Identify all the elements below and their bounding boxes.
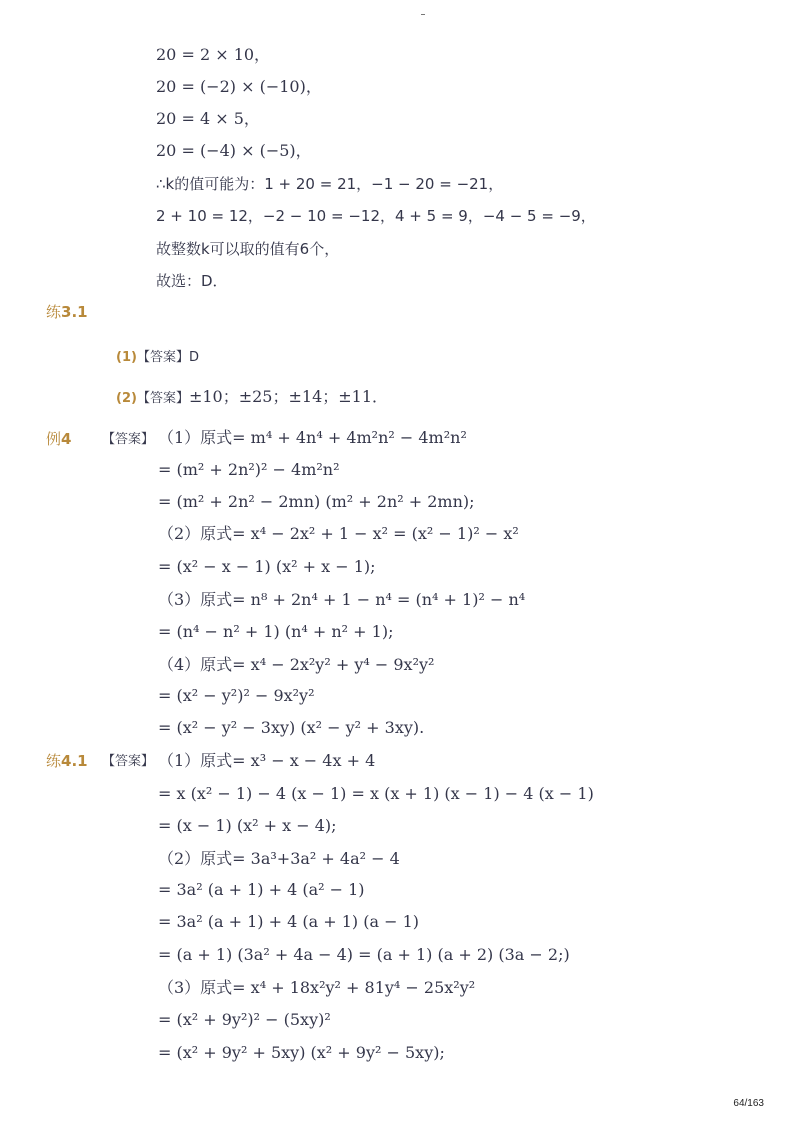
answer-item: (1)【答案】D — [116, 350, 199, 365]
math-line: （1）原式= m⁴ + 4n⁴ + 4m²n² − 4m²n² — [158, 428, 467, 447]
solution-line: 20 = (−2) × (−10)， — [156, 77, 322, 96]
answer-tag: 【答案】 — [102, 754, 155, 769]
math-line: （4）原式= x⁴ − 2x²y² + y⁴ − 9x²y² — [158, 655, 435, 674]
solution-line: 20 = 2 × 10， — [156, 45, 271, 64]
exercise-label-4-1: 练4.1 — [46, 752, 88, 770]
answer-tag: 【答案】 — [102, 432, 155, 447]
solution-line: 20 = (−4) × (−5)， — [156, 141, 312, 160]
solution-line: ∴k的值可能为：1 + 20 = 21，−1 − 20 = −21， — [156, 175, 504, 193]
math-line: （3）原式= n⁸ + 2n⁴ + 1 − n⁴ = (n⁴ + 1)² − n⁴ — [158, 590, 526, 609]
exercise-label-3-1: 练3.1 — [46, 303, 88, 321]
math-line: （2）原式= 3a³+3a² + 4a² − 4 — [158, 849, 400, 868]
answer-item: (2)【答案】±10；±25；±14；±11． — [116, 387, 389, 406]
math-line: = (m² + 2n² − 2mn) (m² + 2n² + 2mn); — [158, 492, 475, 511]
math-line: （3）原式= x⁴ + 18x²y² + 81y⁴ − 25x²y² — [158, 978, 476, 997]
solution-line: 故整数k可以取的值有6个， — [156, 240, 340, 258]
math-line: = (m² + 2n²)² − 4m²n² — [158, 460, 340, 479]
math-line: = (x − 1) (x² + x − 4); — [158, 816, 337, 835]
page-top-mark — [421, 14, 425, 15]
math-line: = (x² − y²)² − 9x²y² — [158, 686, 315, 705]
math-line: = (n⁴ − n² + 1) (n⁴ + n² + 1); — [158, 622, 394, 641]
solution-line: 20 = 4 × 5， — [156, 109, 260, 128]
math-line: = 3a² (a + 1) + 4 (a² − 1) — [158, 880, 365, 899]
math-line: = (x² + 9y² + 5xy) (x² + 9y² − 5xy); — [158, 1043, 445, 1062]
page-number: 64/163 — [733, 1098, 764, 1109]
math-line: = (x² − y² − 3xy) (x² − y² + 3xy). — [158, 718, 425, 737]
math-line: = x (x² − 1) − 4 (x − 1) = x (x + 1) (x − 1) − 4 (x − 1) — [158, 784, 594, 803]
math-line: = (x² − x − 1) (x² + x − 1); — [158, 557, 376, 576]
math-line: = 3a² (a + 1) + 4 (a + 1) (a − 1) — [158, 912, 419, 931]
example-label-4: 例4 — [46, 430, 72, 448]
math-line: = (x² + 9y²)² − (5xy)² — [158, 1010, 331, 1029]
solution-line: 2 + 10 = 12，−2 − 10 = −12，4 + 5 = 9，−4 − 5 = −9， — [156, 207, 596, 225]
solution-line: 故选：D． — [156, 272, 228, 290]
math-line: （1）原式= x³ − x − 4x + 4 — [158, 751, 376, 770]
math-line: = (a + 1) (3a² + 4a − 4) = (a + 1) (a + 2) (3a − 2;) — [158, 945, 570, 964]
math-line: （2）原式= x⁴ − 2x² + 1 − x² = (x² − 1)² − x² — [158, 524, 519, 543]
